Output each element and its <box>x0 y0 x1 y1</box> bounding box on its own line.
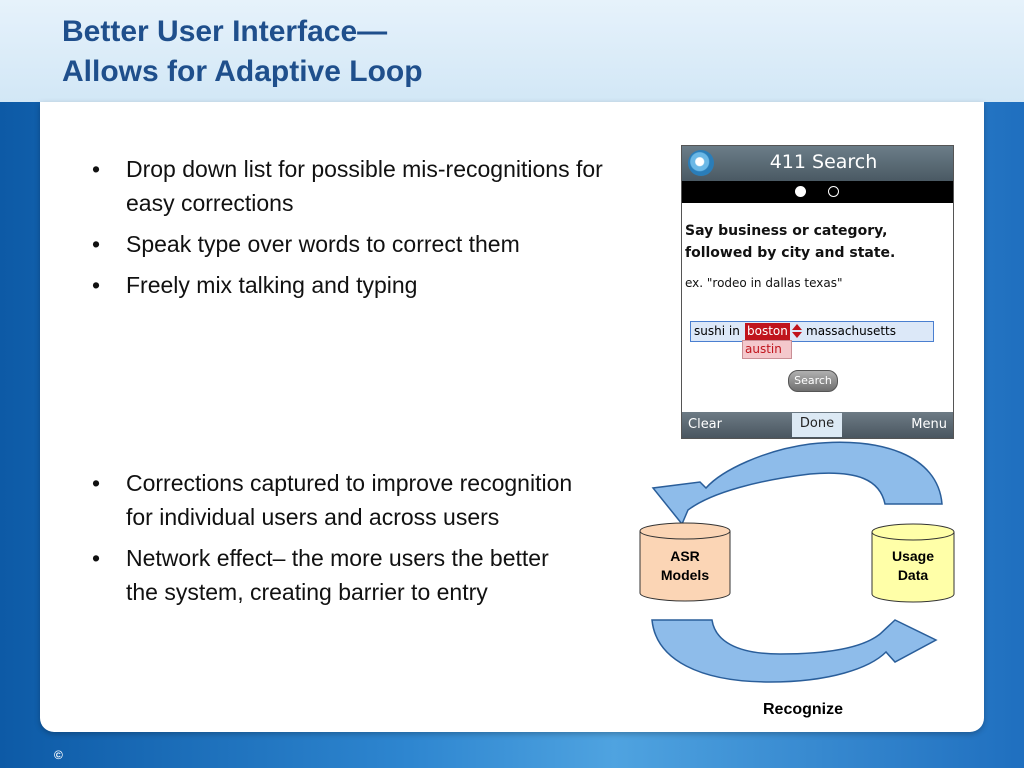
filled-dot-icon <box>795 186 806 197</box>
search-button[interactable]: Search <box>788 370 838 392</box>
title-line-1: Better User Interface— <box>62 15 388 48</box>
hollow-dot-icon <box>828 186 839 197</box>
bullet-item: • Corrections captured to improve recognition for individual users and across users <box>86 466 586 534</box>
usage-data-label <box>872 532 954 600</box>
asr-label-line-2: Models <box>660 567 710 583</box>
prompt-line-2: followed by city and state. <box>685 245 896 261</box>
bullet-item: • Network effect– the more users the better the system, creating barrier to entry <box>86 541 586 609</box>
bullet-item: • Freely mix talking and typing <box>86 268 626 302</box>
phone-screenshot <box>681 145 954 439</box>
selected-word[interactable]: boston <box>747 324 788 338</box>
bullet-item: • Speak type over words to correct them <box>86 227 626 261</box>
field-prefix: sushi in <box>694 324 740 338</box>
page-indicator <box>682 181 953 203</box>
up-down-arrows-icon[interactable] <box>791 324 803 339</box>
bullet-list-bottom <box>86 466 586 616</box>
title-line-2: Allows for Adaptive Loop <box>62 55 423 88</box>
clear-softkey[interactable]: Clear <box>688 417 722 432</box>
prompt-line-1: Say business or category, <box>685 223 888 239</box>
search-input[interactable] <box>690 321 934 342</box>
recognize-label: Recognize <box>762 701 843 718</box>
slide-title <box>62 12 423 92</box>
field-suffix: massachusetts <box>806 324 897 338</box>
alternative-option[interactable]: austin <box>742 340 792 359</box>
phone-prompt <box>685 220 895 264</box>
softkey-bar <box>682 412 953 438</box>
copyright-mark: © <box>54 748 63 762</box>
usage-label-line-1: Usage <box>891 548 935 564</box>
asr-label-line-1: ASR <box>670 548 700 564</box>
top-curved-arrow <box>653 442 942 524</box>
done-softkey[interactable]: Done <box>792 413 842 437</box>
usage-label-line-2: Data <box>897 567 929 583</box>
phone-title: 411 Search <box>769 151 878 173</box>
phone-header <box>682 146 953 181</box>
phone-example: ex. "rodeo in dallas texas" <box>685 276 843 290</box>
asr-models-label <box>640 532 730 600</box>
bullet-item: • Drop down list for possible mis-recognitions for easy corrections <box>86 152 626 220</box>
menu-softkey[interactable]: Menu <box>911 417 947 432</box>
bottom-curved-arrow <box>652 620 936 682</box>
bullet-list-top <box>86 152 626 309</box>
